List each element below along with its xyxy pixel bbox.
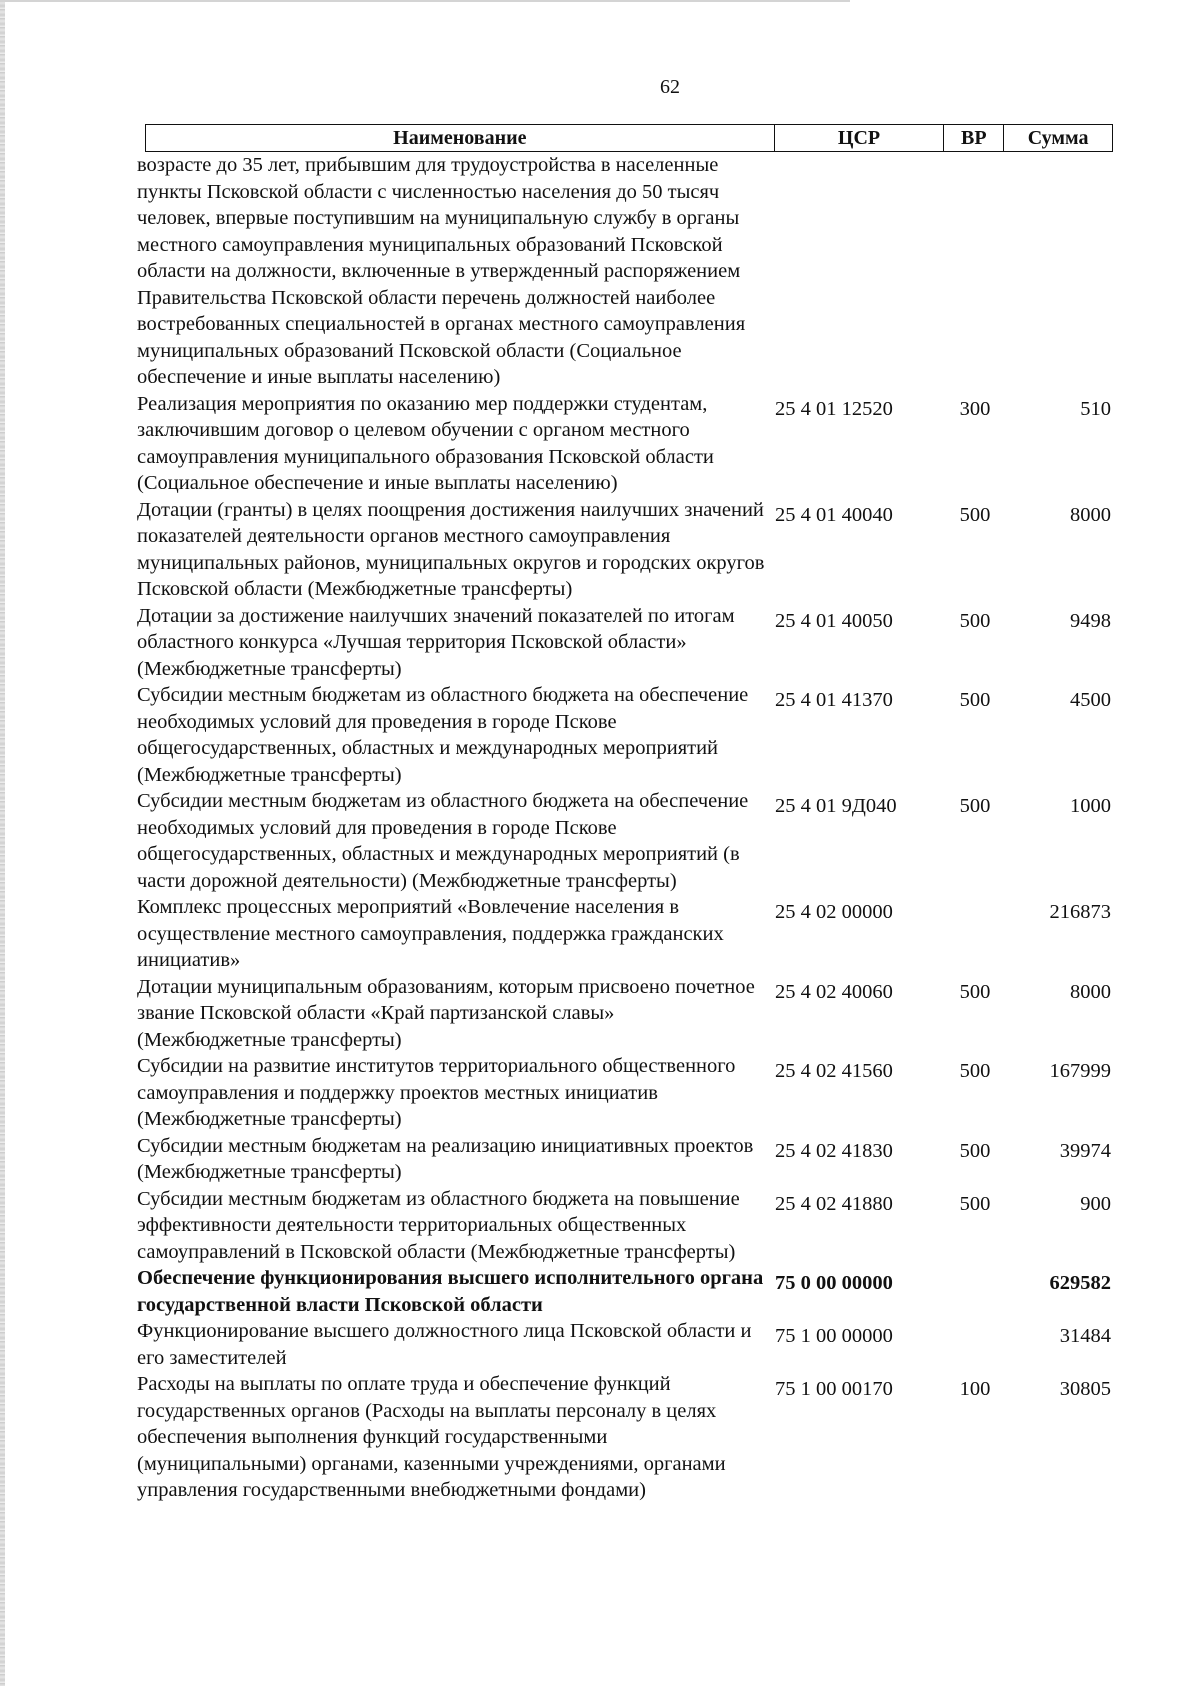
row-vr: 500 [959, 689, 991, 711]
table-row [137, 682, 1113, 788]
row-csr: 25 4 02 41880 [775, 1192, 893, 1215]
row-name: Реализация мероприятия по оказанию мер поддержки студентам, заключившим договор о целевом обучении с органом местного самоуправления муниципального образования Псковской области (Социальное обеспечение и иные выплаты населению) [137, 392, 714, 494]
page-number: 62 [660, 76, 680, 98]
row-vr: 500 [959, 503, 991, 526]
row-csr: 25 4 01 41370 [775, 689, 893, 711]
row-csr: 25 4 01 12520 [775, 397, 893, 420]
scan-left-edge [0, 0, 5, 1686]
column-header-csr: ЦСР [775, 125, 945, 151]
row-name: Дотации (гранты) в целях поощрения достижения наилучших значений показателей деятельности органов местного самоуправления муниципальных районов, муниципальных округов и городских округов Псковской области (Межбюджетные трансферты) [137, 498, 765, 600]
row-name: Субсидии на развитие институтов территориального общественного самоуправления и поддержку проектов местных инициатив (Межбюджетные трансферты) [137, 1055, 736, 1130]
column-header-name: Наименование [146, 125, 775, 151]
row-name: Субсидии местным бюджетам из областного бюджета на обеспечение необходимых условий для проведения в городе Пскове общегосударственных, областных и международных мероприятий (Межбюджетные трансферты) [137, 684, 749, 786]
row-sum: 30805 [1059, 1378, 1111, 1400]
row-name: возрасте до 35 лет, прибывшим для трудоустройства в населенные пункты Псковской области с численностью населения до 50 тысяч человек, впервые поступившим на муниципальную службу в органы местного самоуправления муниципальных образований Псковской области на должности, включенные в утвержденный распоряжением Правительства Псковской области перечень должностей наиболее востребованных специальностей в органах местного самоуправления муниципальных образований Псковской области (Социальное обеспечение и иные выплаты населению) [137, 154, 746, 388]
row-sum: 8000 [1070, 980, 1111, 1003]
row-name: Комплекс процессных мероприятий «Вовлечение населения в осуществление местного самоуправления, поддержка гражданских инициатив» [137, 896, 724, 971]
row-csr: 25 4 02 41560 [775, 1060, 893, 1082]
row-vr: 300 [959, 397, 991, 420]
row-csr [775, 152, 945, 391]
table-header [145, 124, 1113, 152]
table-row [137, 1371, 1113, 1504]
table-row [137, 974, 1113, 1054]
table-row [137, 391, 1113, 497]
row-sum: 510 [1080, 397, 1111, 420]
row-csr: 25 4 01 40040 [775, 503, 893, 526]
table-row [137, 1133, 1113, 1186]
table-row [137, 1186, 1113, 1266]
table-row [137, 1318, 1113, 1371]
row-vr: 500 [959, 1192, 991, 1215]
row-vr: 500 [959, 980, 991, 1003]
table-row-section [137, 1265, 1113, 1318]
budget-table [137, 124, 1113, 1504]
table-row [137, 603, 1113, 683]
row-csr: 25 4 01 40050 [775, 609, 893, 632]
scan-top-edge [0, 0, 850, 2]
row-name: Дотации муниципальным образованиям, которым присвоено почетное звание Псковской области «Край партизанской славы» (Межбюджетные трансферты) [137, 975, 755, 1051]
row-csr: 25 4 02 40060 [775, 980, 893, 1003]
table-row [137, 894, 1113, 974]
row-sum: 629582 [1049, 1272, 1111, 1294]
row-name: Субсидии местным бюджетам из областного бюджета на повышение эффективности деятельности территориальных общественных самоуправлений в Псковской области (Межбюджетные трансферты) [137, 1187, 740, 1263]
row-name: Субсидии местным бюджетам на реализацию инициативных проектов (Межбюджетные трансферты) [137, 1134, 754, 1183]
row-vr: 100 [959, 1378, 991, 1400]
row-csr: 75 1 00 00170 [775, 1378, 893, 1400]
row-vr [945, 1265, 1005, 1318]
row-name: Субсидии местным бюджетам из областного бюджета на обеспечение необходимых условий для проведения в городе Пскове общегосударственных, областных и международных мероприятий (в части дорожной деятельности) (Межбюджетные трансферты) [137, 790, 749, 892]
row-vr: 500 [959, 609, 991, 632]
row-vr [945, 152, 1005, 391]
row-name: Расходы на выплаты по оплате труда и обеспечение функций государственных органов (Расходы на выплаты персоналу в целях обеспечения выполнения функций государственными (муниципальными) органами, казенными учреждениями, органами управления государственными внебюджетными фондами) [137, 1373, 726, 1501]
row-csr: 25 4 02 41830 [775, 1139, 893, 1162]
row-name: Обеспечение функционирования высшего исполнительного органа государственной власти Псковской области [137, 1267, 764, 1316]
row-sum: 216873 [1049, 901, 1111, 923]
row-sum: 9498 [1070, 609, 1111, 632]
column-header-vr: ВР [944, 125, 1004, 151]
row-name: Функционирование высшего должностного лица Псковской области и его заместителей [137, 1320, 752, 1369]
row-csr: 25 4 01 9Д040 [775, 795, 897, 817]
table-row [137, 152, 1113, 391]
table-row [137, 788, 1113, 894]
row-sum: 167999 [1049, 1060, 1111, 1082]
row-vr: 500 [959, 795, 991, 817]
row-sum: 1000 [1070, 795, 1111, 817]
row-csr: 25 4 02 00000 [775, 901, 893, 923]
row-sum: 4500 [1070, 689, 1111, 711]
column-header-sum: Сумма [1027, 126, 1089, 149]
row-vr: 500 [959, 1060, 991, 1082]
row-vr: 500 [959, 1139, 991, 1162]
row-csr: 75 0 00 00000 [775, 1272, 893, 1294]
row-sum: 39974 [1059, 1139, 1111, 1162]
table-row [137, 497, 1113, 603]
row-sum: 8000 [1070, 503, 1111, 526]
row-sum: 31484 [1059, 1325, 1111, 1347]
row-sum [1005, 152, 1113, 391]
row-vr [945, 1318, 1005, 1371]
row-name: Дотации за достижение наилучших значений показателей по итогам областного конкурса «Лучшая территория Псковской области» (Межбюджетные трансферты) [137, 604, 735, 680]
row-sum: 900 [1080, 1192, 1111, 1215]
row-vr [945, 894, 1005, 974]
row-csr: 75 1 00 00000 [775, 1325, 893, 1347]
table-row [137, 1053, 1113, 1133]
